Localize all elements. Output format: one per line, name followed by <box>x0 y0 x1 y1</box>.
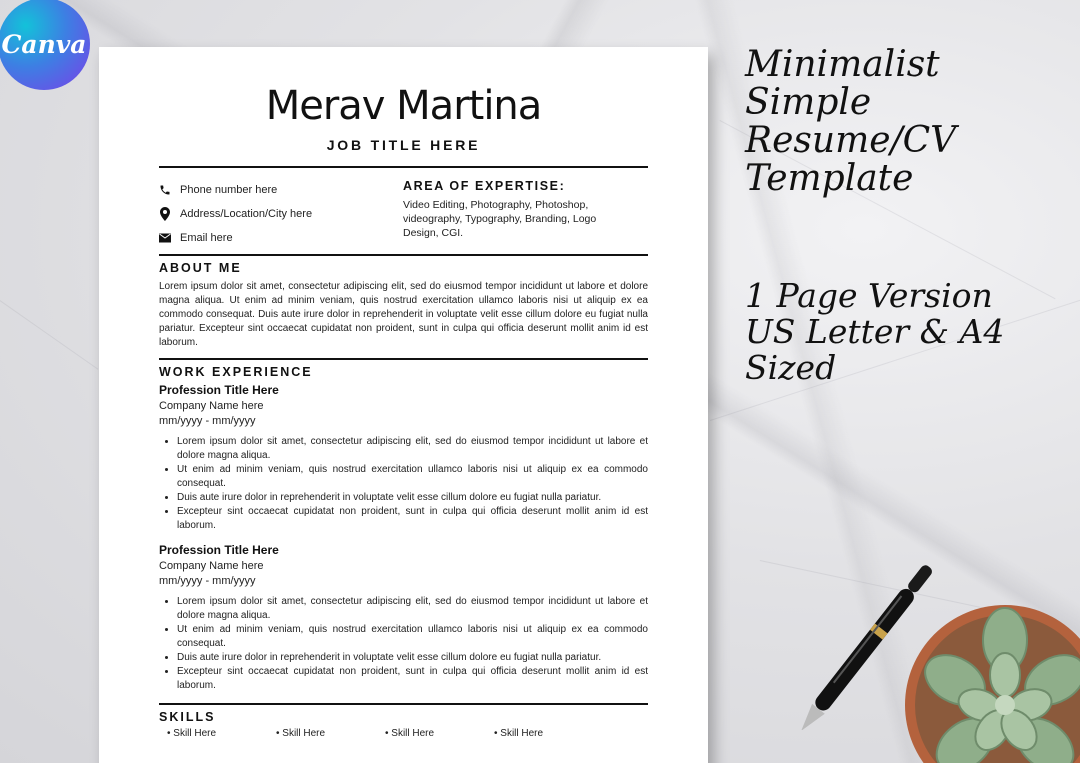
job-dates: mm/yyyy - mm/yyyy <box>159 575 256 587</box>
list-item: • Duis aute irure dolor in reprehenderit in voluptate velit esse cillum dolore eu fugiat nulla pariatur. <box>177 491 648 505</box>
promo-headline <box>745 46 956 198</box>
list-item: • Lorem ipsum dolor sit amet, consectetur adipiscing elit, sed do eiusmod tempor incididunt ut labore et dolore magna aliqua. <box>177 595 648 623</box>
list-item: • Duis aute irure dolor in reprehenderit in voluptate velit esse cillum dolore eu fugiat nulla pariatur. <box>177 651 648 665</box>
canva-logo-text: Canva <box>1 29 87 59</box>
email-icon <box>159 232 171 244</box>
list-item: • Excepteur sint occaecat cupidatat non proident, sunt in culpa qui officia deserunt mollit anim id est laborum. <box>177 505 648 533</box>
job-profession-title: Profession Title Here <box>159 383 279 397</box>
job-dates: mm/yyyy - mm/yyyy <box>159 415 256 427</box>
job-entry <box>159 543 648 693</box>
contact-section <box>159 178 648 254</box>
divider <box>159 166 648 168</box>
expertise-section <box>403 178 648 254</box>
email-text: Email here <box>180 232 233 244</box>
job-bullets <box>159 435 648 533</box>
skill-item: • Skill Here <box>276 728 326 739</box>
sub-line: 1 Page Version <box>745 276 993 315</box>
skills-list <box>159 728 648 739</box>
divider <box>159 254 648 256</box>
expertise-title: AREA OF EXPERTISE: <box>403 179 566 193</box>
list-item: • Ut enim ad minim veniam, quis nostrud exercitation ullamco laboris nisi ut aliquip ex ea commodo consequat. <box>177 463 648 491</box>
job-profession-title: Profession Title Here <box>159 543 279 557</box>
job-entry <box>159 383 648 533</box>
promo-subheadline <box>745 278 1080 386</box>
contact-address <box>159 202 403 226</box>
headline-line: Template <box>745 158 914 199</box>
contact-list <box>159 178 403 254</box>
expertise-text: Video Editing, Photography, Photoshop, videography, Typography, Branding, Logo Design, CGI. <box>403 199 597 239</box>
canva-logo <box>0 0 90 90</box>
location-pin-icon <box>159 208 171 220</box>
resume-page <box>99 47 708 763</box>
address-text: Address/Location/City here <box>180 208 313 220</box>
divider <box>159 703 648 705</box>
headline-line: Simple <box>745 82 872 123</box>
marble-vein <box>0 300 98 370</box>
skills-title: SKILLS <box>159 710 216 724</box>
about-title: ABOUT ME <box>159 261 242 275</box>
work-title: WORK EXPERIENCE <box>159 365 313 379</box>
skill-item: • Skill Here <box>494 728 544 739</box>
list-item: • Ut enim ad minim veniam, quis nostrud exercitation ullamco laboris nisi ut aliquip ex ea commodo consequat. <box>177 623 648 651</box>
contact-phone <box>159 178 403 202</box>
job-bullets <box>159 595 648 693</box>
phone-text: Phone number here <box>180 184 278 196</box>
resume-job-title: JOB TITLE HERE <box>326 137 481 153</box>
job-company: Company Name here <box>159 400 264 412</box>
job-company: Company Name here <box>159 560 264 572</box>
phone-icon <box>159 184 171 196</box>
succulent-image <box>895 595 1080 763</box>
divider <box>159 358 648 360</box>
list-item: • Lorem ipsum dolor sit amet, consectetur adipiscing elit, sed do eiusmod tempor incididunt ut labore et dolore magna aliqua. <box>177 435 648 463</box>
skill-item: • Skill Here <box>167 728 217 739</box>
sub-line: US Letter & A4 Sized <box>745 312 1005 387</box>
about-text: Lorem ipsum dolor sit amet, consectetur adipiscing elit, sed do eiusmod tempor incididunt ut labore et dolore magna aliqua. Ut enim ad minim veniam, quis nostrud exercitation ullamco laboris nisi ut aliquip ex ea commodo consequat. Duis aute irure dolor in reprehenderit in voluptate velit esse cillum dolore eu fugiat nulla pariatur. Excepteur sint occaecat cupidatat non proident, sunt in culpa qui officia deserunt mollit anim id est laborum. <box>159 281 648 348</box>
resume-name: Merav Martina <box>265 83 542 129</box>
headline-line: Minimalist <box>745 44 940 85</box>
skill-item: • Skill Here <box>385 728 435 739</box>
contact-email <box>159 226 403 250</box>
list-item: • Excepteur sint occaecat cupidatat non proident, sunt in culpa qui officia deserunt mollit anim id est laborum. <box>177 665 648 693</box>
headline-line: Resume/CV <box>745 120 957 161</box>
